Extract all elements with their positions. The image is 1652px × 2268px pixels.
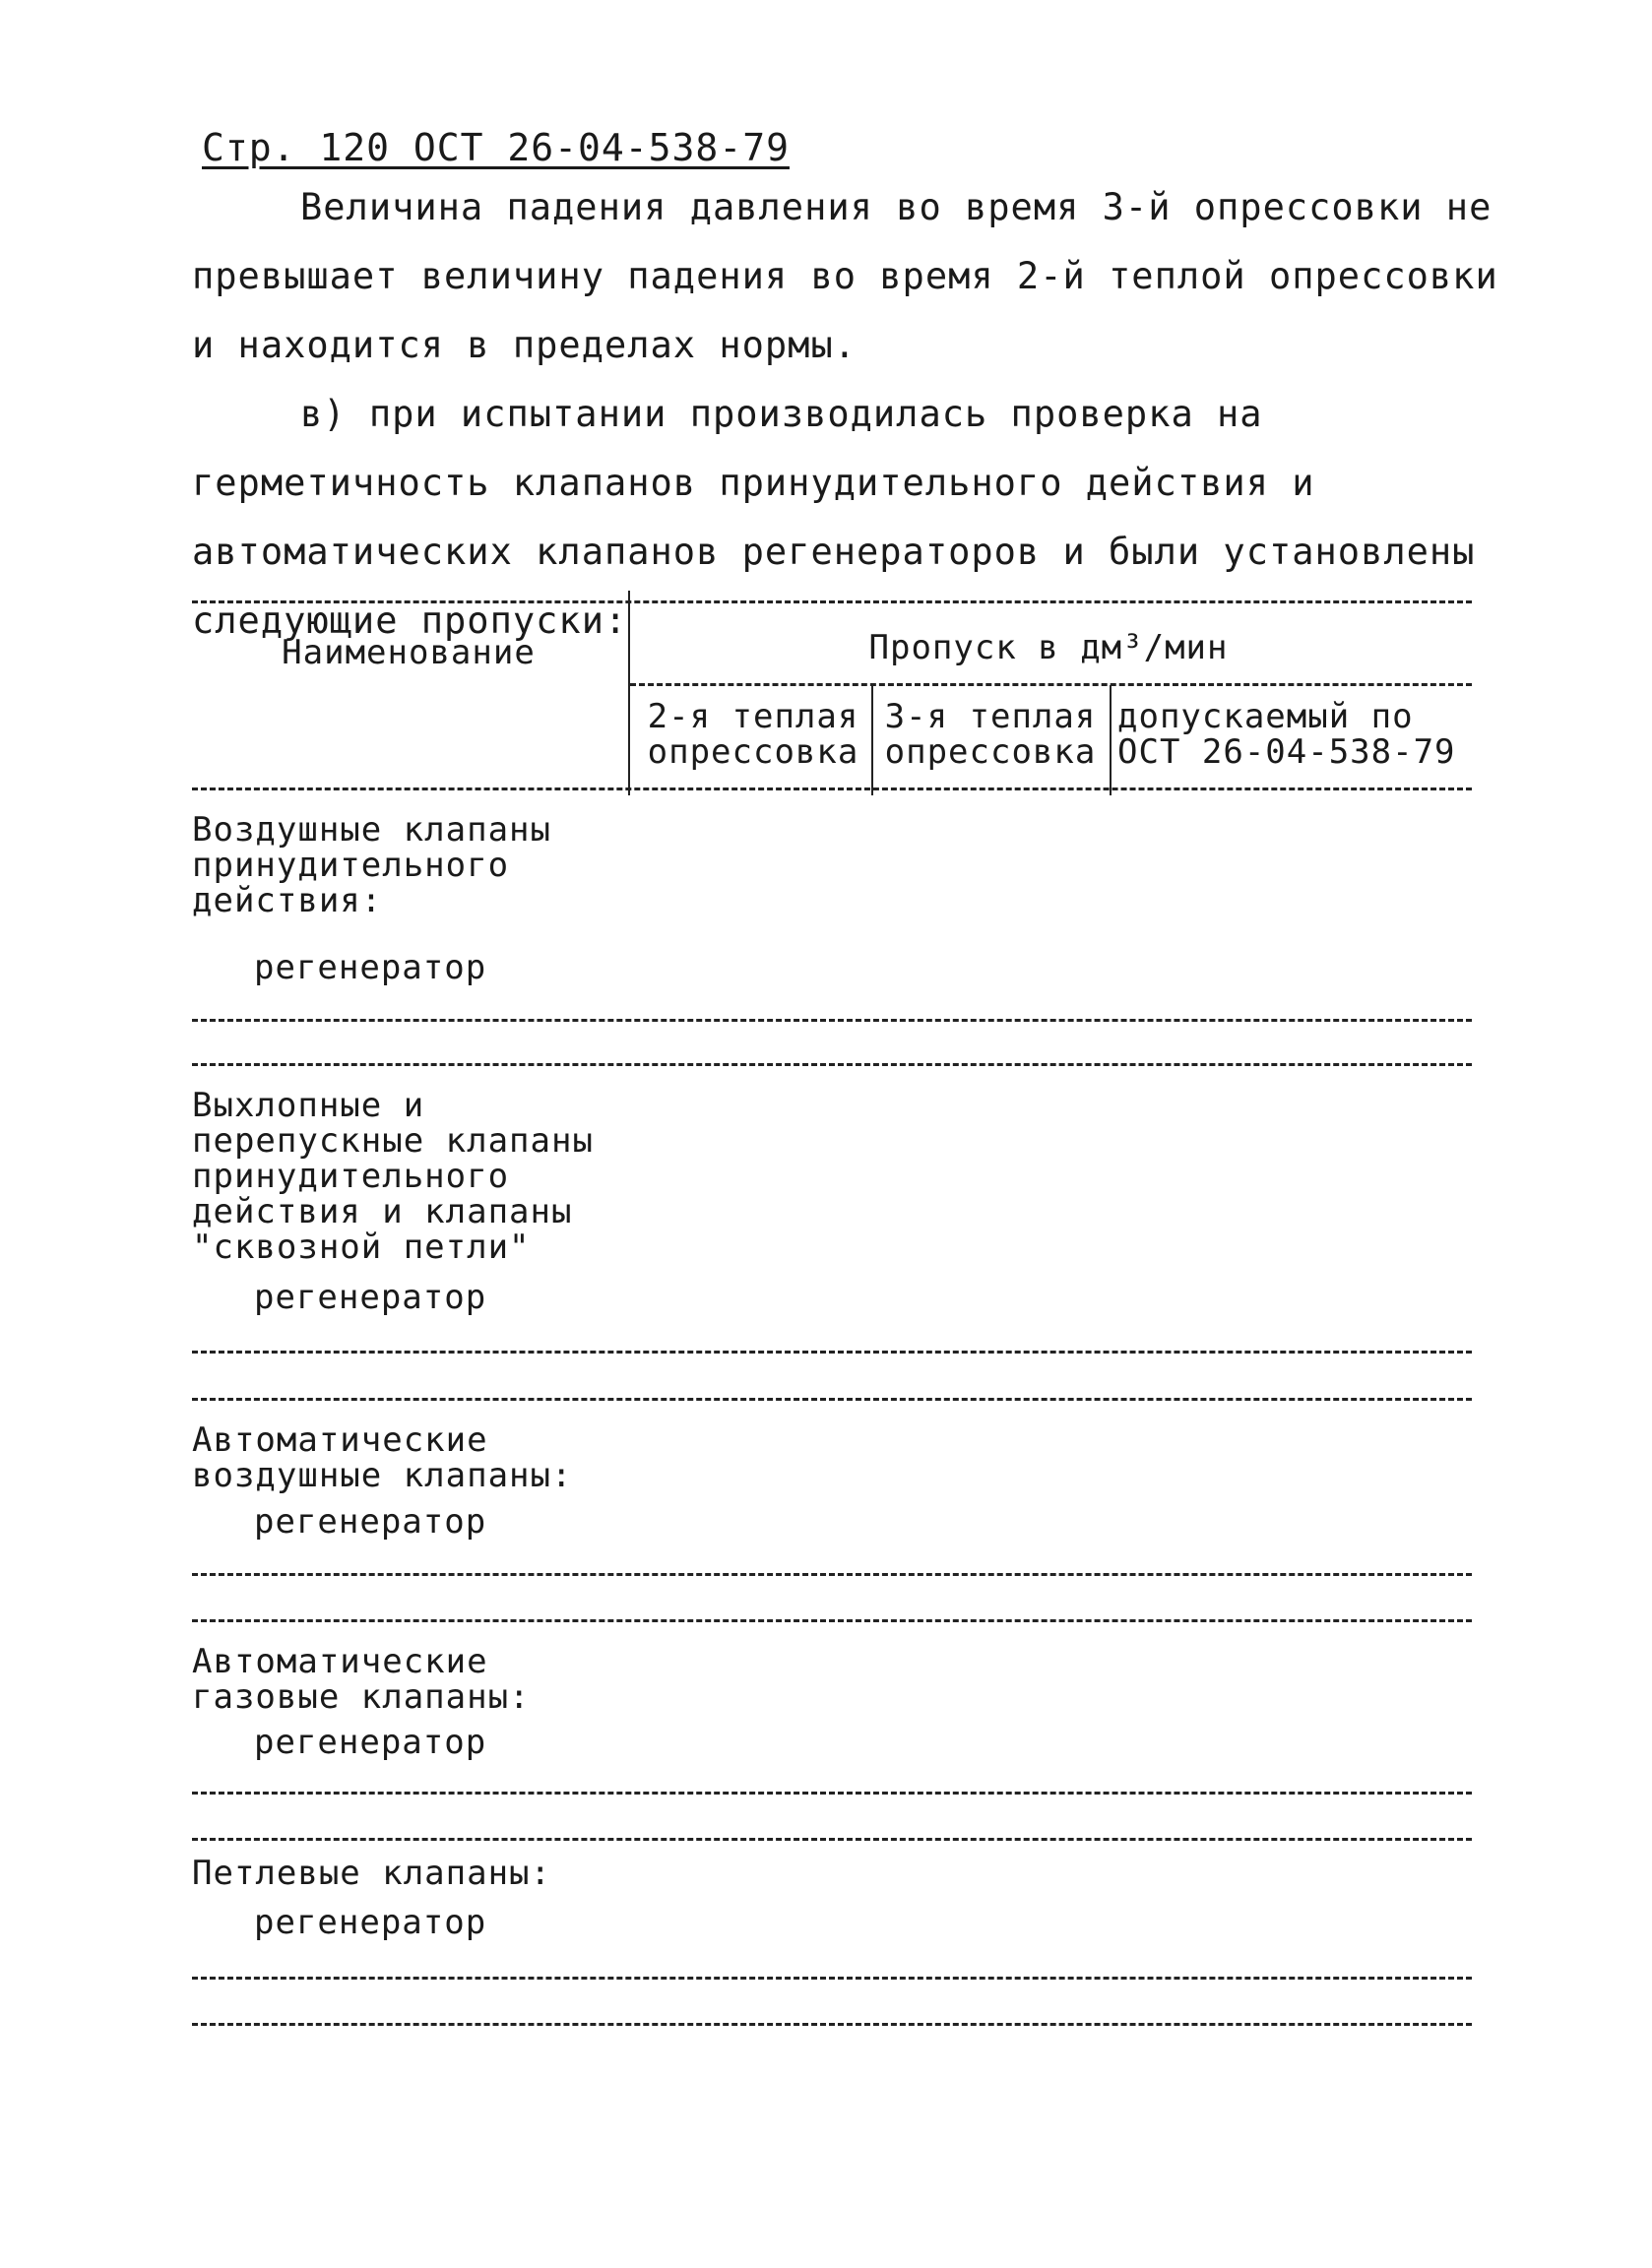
table-header-bottom-rule xyxy=(192,788,1472,790)
row-rule xyxy=(192,1398,1472,1401)
table-row-label: Автоматические газовые клапаны: xyxy=(192,1642,531,1717)
row-rule xyxy=(192,1063,1472,1066)
table-row-sub: регенератор xyxy=(254,1502,487,1542)
column-header-name: Наименование xyxy=(282,633,536,672)
table-row-label: Петлевые клапаны: xyxy=(192,1854,551,1893)
row-rule xyxy=(192,1019,1472,1022)
row-rule xyxy=(192,1619,1472,1622)
column-header-group: Пропуск в дм³/мин xyxy=(868,628,1229,667)
row-rule xyxy=(192,1351,1472,1354)
table-row-sub: регенератор xyxy=(254,948,487,987)
column-divider-sub2 xyxy=(1110,685,1112,795)
column-header-sub2: 3-я теплая опрессовка xyxy=(884,697,1097,772)
paragraph-pressure-drop: Величина падения давления во время 3-й опрессовки не превышает величину падения во время 2-й теплой опрессовки и находится в пределах нормы. xyxy=(192,186,1498,366)
column-divider-name xyxy=(628,591,630,795)
row-rule xyxy=(192,1838,1472,1841)
page-reference: Стр. 120 ОСТ 26-04-538-79 xyxy=(202,126,790,169)
table-bottom-rule xyxy=(192,2023,1472,2026)
table-row-sub: регенератор xyxy=(254,1723,487,1762)
row-rule xyxy=(192,1792,1472,1795)
row-rule xyxy=(192,1977,1472,1980)
table-top-rule xyxy=(192,600,1472,603)
paragraph-valve-check: в) при испытании производилась проверка на герметичность клапанов принудительного действия и автоматических клапанов регенераторов и были установлены следующие пропуски: xyxy=(192,393,1476,642)
column-header-sub3: допускаемый по ОСТ 26-04-538-79 xyxy=(1117,697,1456,772)
row-rule xyxy=(192,1573,1472,1576)
group-header-rule xyxy=(630,683,1472,686)
table-row-sub: регенератор xyxy=(254,1278,487,1317)
table-row-label: Автоматические воздушные клапаны: xyxy=(192,1420,573,1495)
table-row-label: Воздушные клапаны принудительного действия: xyxy=(192,810,551,920)
table-row-sub: регенератор xyxy=(254,1903,487,1942)
table-row-label: Выхлопные и перепускные клапаны принудительного действия и клапаны "сквозной петли" xyxy=(192,1086,594,1267)
column-header-sub1: 2-я теплая опрессовка xyxy=(647,697,859,772)
